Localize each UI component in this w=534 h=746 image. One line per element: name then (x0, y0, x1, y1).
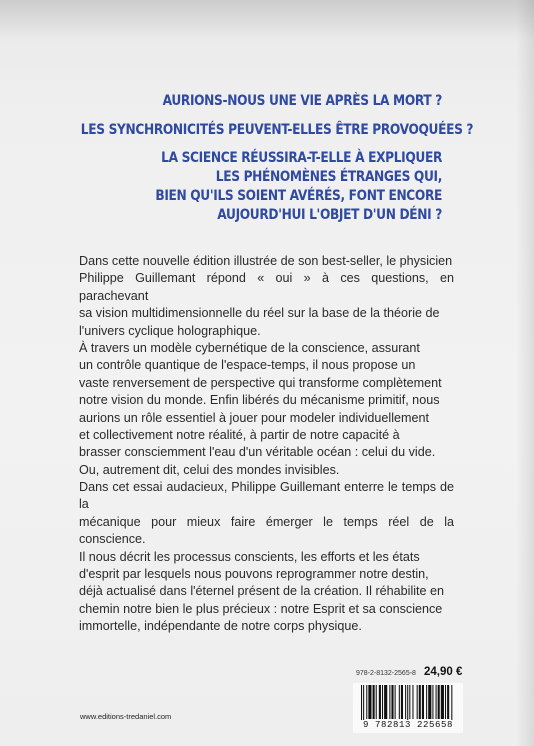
barcode-bars (353, 683, 463, 723)
text-line: Dans cette nouvelle édition illustrée de son best-seller, le physicien (79, 254, 453, 268)
text-line: d'esprit par lesquels nous pouvons reprogrammer notre destin, (79, 567, 429, 582)
barcode-bar (447, 685, 449, 719)
barcode-bar (379, 685, 381, 719)
right-shadow (516, 0, 534, 746)
barcode-bar (426, 685, 427, 719)
isbn-number: 978-2-8132-2565-8 (356, 670, 416, 677)
barcode-bar (382, 685, 383, 719)
text-line: immortelle, indépendante de notre corps physique. (79, 619, 362, 634)
text-line: mécanique pour mieux faire émerger le temps réel de la conscience. (79, 514, 454, 547)
barcode-bar (417, 685, 418, 719)
text-line: brasser consciemment l'eau d'un véritable océan : celui du vide. (79, 445, 436, 460)
description-paragraph-2 (79, 479, 454, 636)
text-line: Dans cet essai audacieux, Philippe Guillemant enterre le temps de la (79, 480, 454, 512)
top-shadow (0, 0, 534, 40)
barcode-bar (399, 685, 400, 719)
text-line: aurions un rôle essentiel à jouer pour modeler individuellement (79, 410, 430, 425)
text-line: l'univers cyclique holographique. (79, 323, 261, 338)
barcode-bar (363, 685, 364, 723)
text-line: sa vision multidimensionnelle du réel sur la base de la théorie de (79, 306, 440, 321)
barcode-bar (401, 685, 403, 719)
barcode-number: 9 782813 225658 (353, 720, 463, 730)
barcode-bar (376, 685, 377, 719)
barcode-bar (432, 685, 433, 719)
barcode-bar (445, 685, 446, 719)
barcode-bar (391, 685, 393, 719)
question-line: LES SYNCHRONICITÉS PEUVENT-ELLES ÊTRE PROVOQUÉES ? (80, 122, 474, 138)
text-line: et collectivement notre réalité, à partir de notre capacité à (79, 428, 400, 443)
text-line: un contrôle quantique de l'espace-temps, il nous propose un (79, 358, 416, 373)
question-block (80, 92, 474, 225)
question-line: BIEN QU'ILS SOIENT AVÉRÉS, FONT ENCORE (155, 188, 442, 204)
text-line: déjà actualisé dans l'éternel présent de la création. Il réhabilite en (79, 584, 445, 599)
barcode-bar (438, 685, 440, 719)
text-line: Philippe Guillemant répond « oui » à ces questions, en parachevant (79, 271, 454, 303)
barcode-bar (361, 685, 362, 723)
question-line: LES PHÉNOMÈNES ÉTRANGES QUI, (215, 169, 442, 185)
barcode-bar (428, 685, 431, 719)
text-line: chemin notre bien le plus précieux : notre Esprit et sa conscience (79, 601, 443, 616)
barcode-bar (368, 685, 371, 719)
text-line: Ou, autrement dit, celui des mondes invisibles. (79, 462, 340, 477)
barcode-bar (389, 685, 390, 719)
barcode-bar (407, 685, 408, 723)
barcode-bar (373, 685, 375, 719)
barcode-bar (366, 685, 367, 719)
barcode-bar (412, 685, 413, 719)
barcode-bar (441, 685, 444, 719)
barcode (353, 683, 463, 733)
text-line: notre vision du monde. Enfin libérés du mécanisme primitif, nous (79, 393, 440, 408)
question-line: LA SCIENCE RÉUSSIRA-T-ELLE À EXPLIQUER (161, 150, 442, 166)
text-line: Il nous décrit les processus conscients, les efforts et les états (79, 549, 420, 564)
barcode-bar (384, 685, 387, 719)
barcode-bar (409, 685, 410, 719)
price-label: 24,90 € (424, 666, 463, 678)
barcode-bar (436, 685, 437, 719)
publisher-website: www.editions-tredaniel.com (80, 712, 172, 721)
barcode-bar (422, 685, 424, 719)
barcode-bar (419, 685, 421, 719)
question-line: AURIONS-NOUS UNE VIE APRÈS LA MORT ? (162, 93, 443, 109)
description-paragraph-1 (79, 253, 454, 479)
text-line: À travers un modèle cybernétique de la conscience, assurant (79, 341, 420, 356)
barcode-bar (395, 685, 396, 719)
barcode-bar (451, 685, 452, 723)
text-line: vaste renversement de perspective qui transforme complètement (79, 375, 442, 390)
question-line: AUJOURD'HUI L'OBJET D'UN DÉNI ? (217, 207, 442, 223)
barcode-bar (405, 685, 406, 719)
